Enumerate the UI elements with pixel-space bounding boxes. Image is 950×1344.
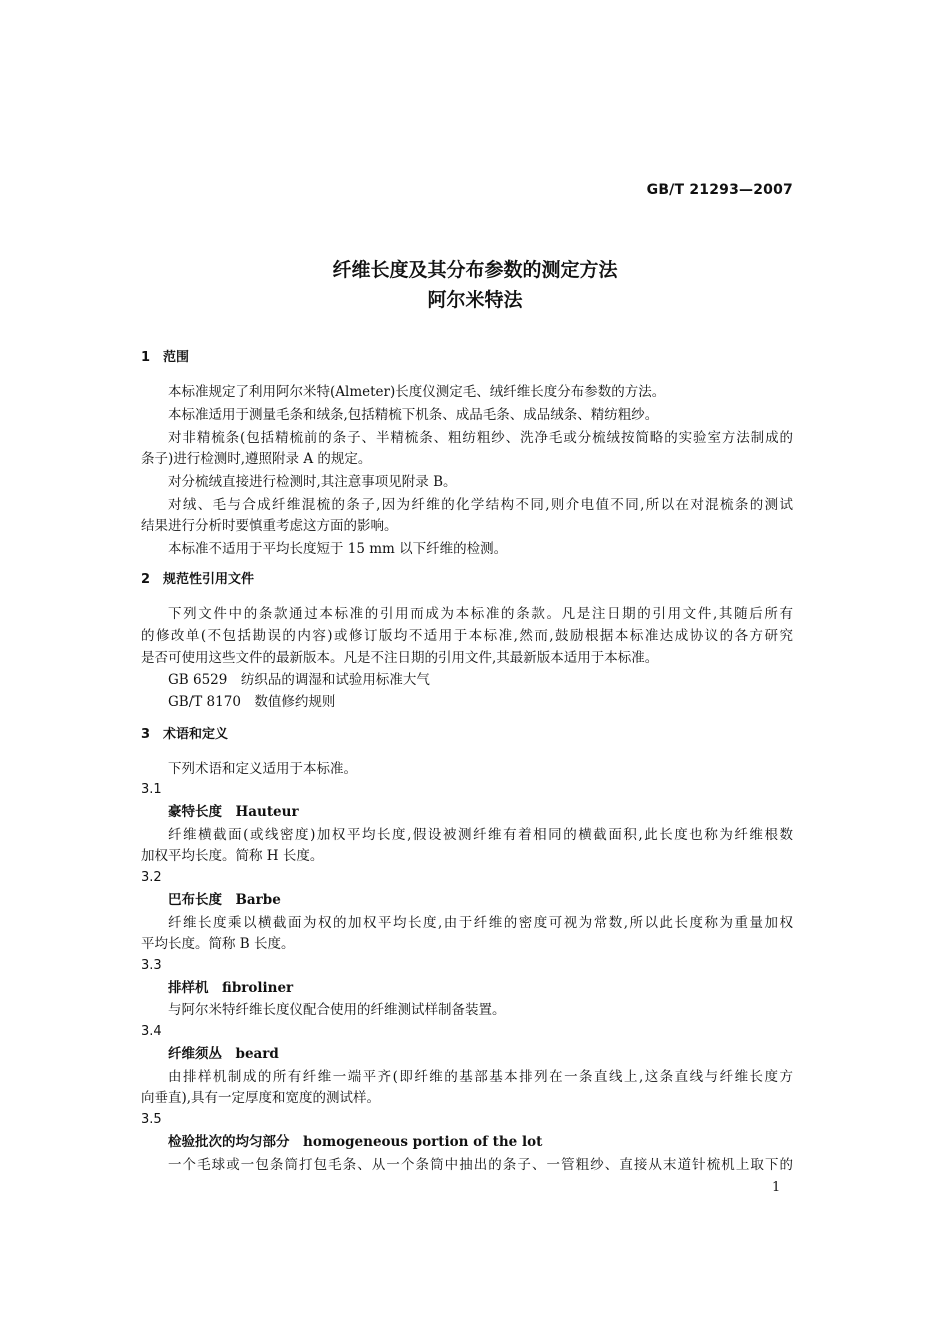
section-1-heading: 1 范围 <box>141 350 190 365</box>
term-title: 排样机 fibroliner <box>168 980 294 996</box>
term-definition: 一个毛球或一包条筒打包毛条、从一个条筒中抽出的条子、一管粗纱、直接从末道针梳机上取下的 <box>168 1157 793 1173</box>
term-number: 3.3 <box>141 958 162 973</box>
section-1-paragraph: 对绒、毛与合成纤维混梳的条子,因为纤维的化学结构不同,则介电值不同,所以在对混梳条的测试 <box>168 497 793 513</box>
section-1-paragraph: 本标准适用于测量毛条和绒条,包括精梳下机条、成品毛条、成品绒条、精纺粗纱。 <box>168 407 659 423</box>
term-number: 3.5 <box>141 1112 162 1127</box>
title-line-1: 纤维长度及其分布参数的测定方法 <box>332 259 618 281</box>
section-2-paragraph-cont: 的修改单(不包括勘误的内容)或修订版均不适用于本标准,然而,鼓励根据本标准达成协议的各方研究 <box>141 628 793 644</box>
section-2-paragraph: 下列文件中的条款通过本标准的引用而成为本标准的条款。凡是注日期的引用文件,其随后所有 <box>168 606 793 622</box>
term-title: 纤维须丛 beard <box>168 1046 279 1062</box>
section-3-heading: 3 术语和定义 <box>141 727 229 742</box>
section-2-paragraph-cont: 是否可使用这些文件的最新版本。凡是不注日期的引用文件,其最新版本适用于本标准。 <box>141 650 659 666</box>
section-1-paragraph: 本标准规定了利用阿尔米特(Almeter)长度仪测定毛、绒纤维长度分布参数的方法。 <box>168 384 666 400</box>
term-number: 3.2 <box>141 870 162 885</box>
section-1-paragraph: 本标准不适用于平均长度短于 15 mm 以下纤维的检测。 <box>168 541 508 557</box>
page-number: 1 <box>772 1180 781 1195</box>
term-definition: 纤维长度乘以横截面为权的加权平均长度,由于纤维的密度可视为常数,所以此长度称为重量加权 <box>168 915 793 931</box>
term-definition: 由排样机制成的所有纤维一端平齐(即纤维的基部基本排列在一条直线上,这条直线与纤维长度方 <box>168 1069 793 1085</box>
document-title <box>0 255 950 315</box>
title-line-2: 阿尔米特法 <box>427 289 523 311</box>
section-1-paragraph-cont: 结果进行分析时要慎重考虑这方面的影响。 <box>141 518 398 534</box>
term-definition-cont: 平均长度。简称 B 长度。 <box>141 936 295 952</box>
term-title: 检验批次的均匀部分 homogeneous portion of the lot <box>168 1134 543 1150</box>
term-definition: 纤维横截面(或线密度)加权平均长度,假设被测纤维有着相同的横截面积,此长度也称为纤维根数 <box>168 827 793 843</box>
term-definition-cont: 向垂直),具有一定厚度和宽度的测试样。 <box>141 1090 381 1106</box>
section-1-paragraph: 对非精梳条(包括精梳前的条子、半精梳条、粗纺粗纱、洗净毛或分梳绒按简略的实验室方法制成的 <box>168 430 793 446</box>
normative-reference: GB 6529 纺织品的调湿和试验用标准大气 <box>168 672 430 688</box>
term-number: 3.1 <box>141 782 162 797</box>
term-definition-cont: 加权平均长度。简称 H 长度。 <box>141 848 324 864</box>
term-title: 豪特长度 Hauteur <box>168 804 299 820</box>
section-1-paragraph: 对分梳绒直接进行检测时,其注意事项见附录 B。 <box>168 474 457 490</box>
normative-reference: GB/T 8170 数值修约规则 <box>168 694 336 710</box>
section-1-paragraph-cont: 条子)进行检测时,遵照附录 A 的规定。 <box>141 451 372 467</box>
section-3-intro: 下列术语和定义适用于本标准。 <box>168 761 357 777</box>
term-definition: 与阿尔米特纤维长度仪配合使用的纤维测试样制备装置。 <box>168 1002 506 1018</box>
term-title: 巴布长度 Barbe <box>168 892 281 908</box>
standard-code: GB/T 21293—2007 <box>646 182 793 198</box>
term-number: 3.4 <box>141 1024 162 1039</box>
section-2-heading: 2 规范性引用文件 <box>141 572 255 587</box>
